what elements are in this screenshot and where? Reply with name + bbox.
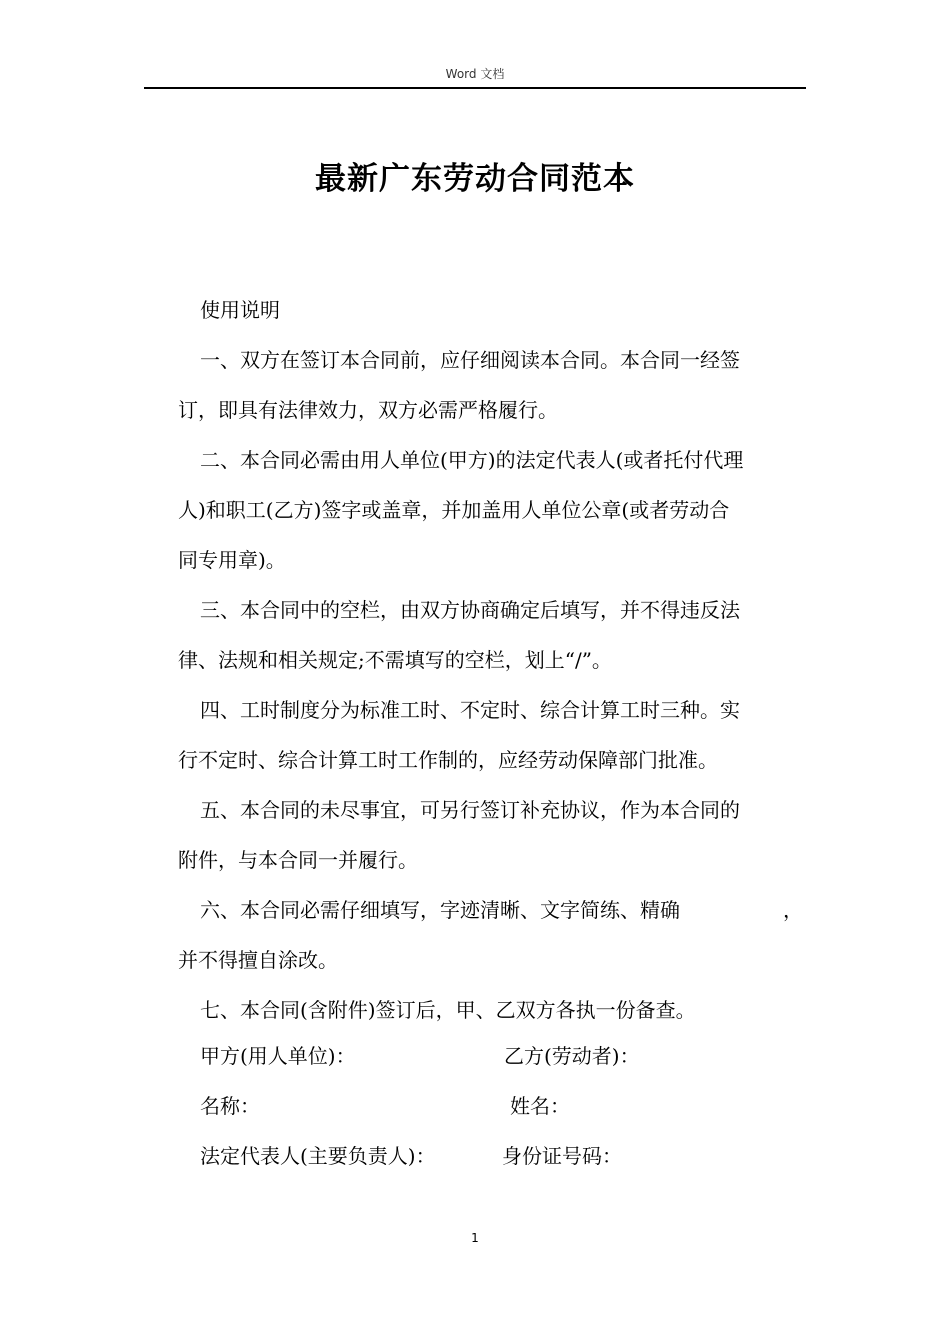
paragraph-line: 一、双方在签订本合同前，应仔细阅读本合同。本合同一经签: [200, 348, 740, 372]
document-title: 最新广东劳动合同范本: [315, 161, 635, 197]
paragraph-line: 人)和职工(乙方)签字或盖章，并加盖用人单位公章(或者劳动合: [178, 498, 730, 522]
paragraph-line-with-gap: [178, 885, 803, 935]
paragraph-line: 二、本合同必需由用人单位(甲方)的法定代表人(或者托付代理: [200, 448, 744, 472]
paragraph-7: [178, 985, 800, 1035]
paragraph-6: [178, 885, 803, 985]
paragraph-line: 并不得擅自涂改。: [178, 948, 338, 972]
paragraph-line: 五、本合同的未尽事宜，可另行签订补充协议，作为本合同的: [200, 798, 740, 822]
paragraph-line: 四、工时制度分为标准工时、不定时、综合计算工时三种。实: [200, 698, 740, 722]
page-number: 1: [471, 1231, 479, 1245]
id-number-label: 身份证号码：: [502, 1144, 622, 1168]
paragraph-5: [178, 785, 800, 885]
paragraph-line: 六、本合同必需仔细填写，字迹清晰、文字简练、精确: [200, 898, 680, 922]
paragraph-1: [178, 335, 800, 435]
trailing-comma: ，: [783, 898, 803, 922]
paragraph-line: 七、本合同(含附件)签订后，甲、乙双方各执一份备查。: [200, 998, 696, 1022]
header-divider: [144, 87, 806, 89]
section-label: 使用说明: [200, 298, 280, 322]
paragraph-2: [178, 435, 800, 585]
paragraph-4: [178, 685, 800, 785]
page-header: Word 文档: [445, 67, 505, 81]
paragraph-line: 律、法规和相关规定;不需填写的空栏，划上“/”。: [178, 648, 612, 672]
company-name-label: 名称：: [200, 1094, 260, 1118]
document-body: [178, 285, 803, 1035]
paragraph-line: 行不定时、综合计算工时工作制的，应经劳动保障部门批准。: [178, 748, 718, 772]
employee-name-label: 姓名：: [510, 1094, 570, 1118]
paragraph-line: 附件，与本合同一并履行。: [178, 848, 418, 872]
paragraph-line: 同专用章)。: [178, 548, 286, 572]
party-a-label: 甲方(用人单位)：: [200, 1044, 356, 1068]
paragraph-line: 三、本合同中的空栏，由双方协商确定后填写，并不得违反法: [200, 598, 740, 622]
paragraph-line: 订，即具有法律效力，双方必需严格履行。: [178, 398, 558, 422]
paragraph-3: [178, 585, 800, 685]
legal-representative-label: 法定代表人(主要负责人)：: [200, 1144, 436, 1168]
party-b-label: 乙方(劳动者)：: [504, 1044, 640, 1068]
